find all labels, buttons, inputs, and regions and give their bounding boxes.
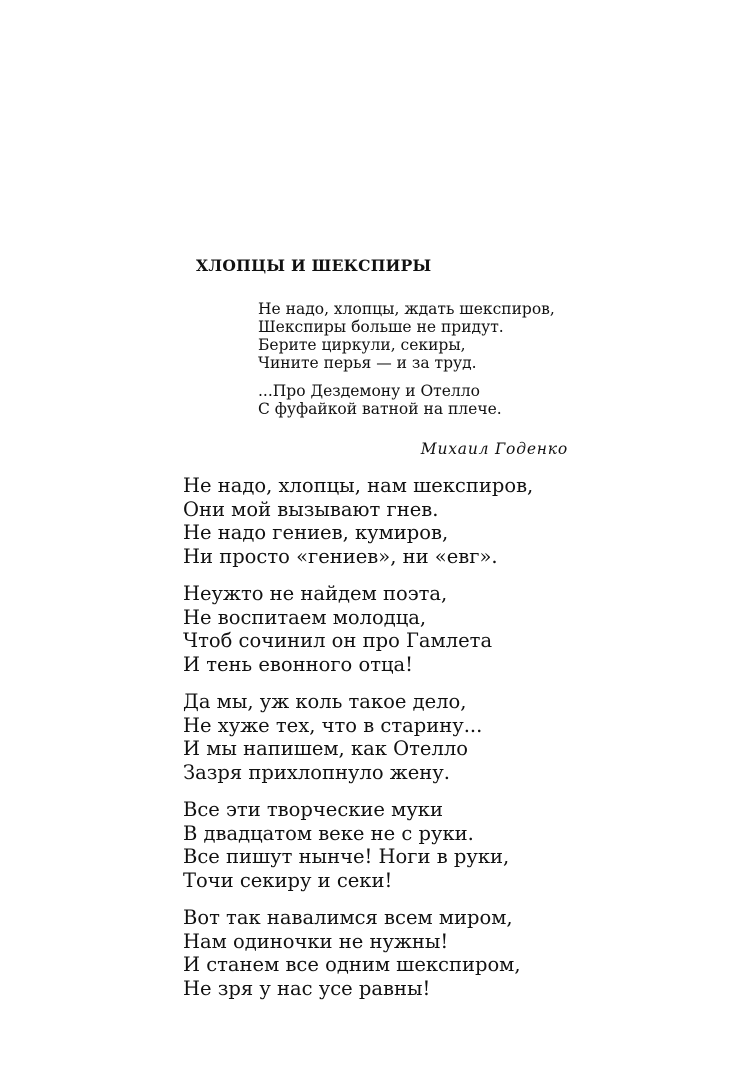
poem-line: Чтоб сочинил он про Гамлета — [183, 629, 493, 652]
poem-line: Ни просто «гениев», ни «евг». — [183, 544, 498, 568]
poem-line: Не зря у нас усе равны! — [183, 976, 431, 1000]
epigraph-line: Не надо, хлопцы, ждать шекспиров, — [258, 300, 555, 318]
epigraph-line: Шекспиры больше не придут. — [258, 318, 504, 336]
poem-line: Не хуже тех, что в старину... — [183, 713, 483, 737]
epigraph — [258, 300, 555, 428]
poem-stanza — [183, 798, 533, 892]
poem-body — [183, 474, 533, 1014]
epigraph-line: С фуфайкой ватной на плече. — [258, 400, 502, 418]
epigraph-author: Михаил Годенко — [420, 440, 568, 458]
poem-line: Не надо, хлопцы, нам шекспиров, — [183, 474, 534, 497]
poem-stanza — [183, 906, 533, 1000]
poem-stanza — [183, 474, 533, 568]
poem-line: Точи секиру и секи! — [183, 868, 393, 892]
epigraph-line: Берите циркули, секиры, — [258, 336, 466, 354]
poem-line: И станем все одним шекспиром, — [183, 953, 521, 976]
poem-line: Все эти творческие муки — [183, 798, 443, 821]
epigraph-line: ...Про Дездемону и Отелло — [258, 382, 480, 400]
poem-stanza — [183, 582, 533, 676]
poem-line: Зазря прихлопнуло жену. — [183, 760, 450, 784]
poem-line: Не надо гениев, кумиров, — [183, 521, 449, 544]
epigraph-stanza — [258, 300, 555, 372]
poem-title: ХЛОПЦЫ И ШЕКСПИРЫ — [196, 256, 432, 275]
poem-line: Вот так навалимся всем миром, — [183, 906, 513, 929]
epigraph-line: Чините перья — и за труд. — [258, 354, 477, 372]
poem-stanza — [183, 690, 533, 784]
poem-line: Они мой вызывают гнев. — [183, 497, 439, 521]
poem-line: Все пишут нынче! Ноги в руки, — [183, 845, 510, 868]
poem-line: И мы напишем, как Отелло — [183, 737, 468, 760]
poem-line: Да мы, уж коль такое дело, — [183, 690, 467, 713]
poem-line: В двадцатом веке не с руки. — [183, 821, 474, 845]
epigraph-stanza — [258, 382, 555, 418]
poem-line: Не воспитаем молодца, — [183, 605, 427, 629]
poem-line: Неужто не найдем поэта, — [183, 582, 448, 605]
poem-line: И тень евонного отца! — [183, 652, 414, 676]
poem-line: Нам одиночки не нужны! — [183, 929, 449, 953]
